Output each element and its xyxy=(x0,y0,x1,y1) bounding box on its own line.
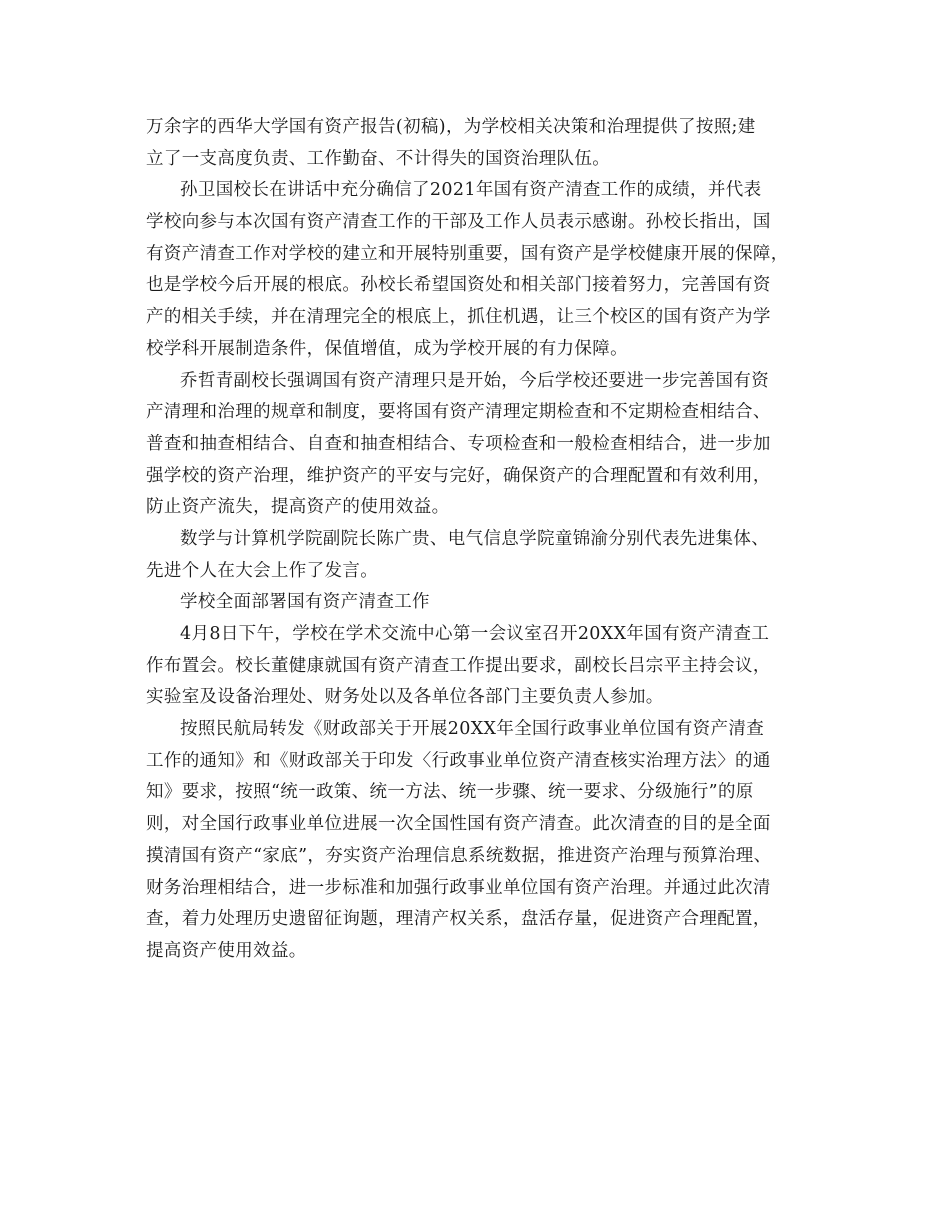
text-line: 强学校的资产治理，维护资产的平安与完好，确保资产的合理配置和有效利用， xyxy=(146,465,771,486)
text-line: 普查和抽查相结合、自查和抽查相结合、专项检查和一般检查相结合，进一步加 xyxy=(146,433,771,454)
text-line: 乔哲青副校长强调国有资产清理只是开始，今后学校还要进一步完善国有资 xyxy=(180,370,770,391)
text-line: 也是学校今后开展的根底。孙校长希望国资处和相关部门接着努力，完善国有资 xyxy=(146,275,771,296)
text-line: 万余字的西华大学国有资产报告(初稿)，为学校相关决策和治理提供了按照;建 xyxy=(146,117,756,137)
text-line: 知》要求，按照“统一政策、统一方法、统一步骤、统一要求、分级施行”的原 xyxy=(146,782,754,803)
text-line: 查，着力处理历史遗留征询题，理清产权关系，盘活存量，促进资产合理配置， xyxy=(146,909,771,930)
text-line: 提高资产使用效益。 xyxy=(146,940,307,961)
text-line: 校学科开展制造条件，保值增值，成为学校开展的有力保障。 xyxy=(146,338,628,359)
text-line: 立了一支高度负责、工作勤奋、不计得失的国资治理队伍。 xyxy=(146,148,611,169)
text-line: 产清理和治理的规章和制度，要将国有资产清理定期检查和不定期检查相结合、 xyxy=(146,402,771,423)
text-line: 实验室及设备治理处、财务处以及各单位各部门主要负责人参加。 xyxy=(146,687,664,708)
text-line: 作布置会。校长董健康就国有资产清查工作提出要求，副校长吕宗平主持会议， xyxy=(146,655,771,676)
text-line: 4月8日下午，学校在学术交流中心第一会议室召开20XX年国有资产清查工 xyxy=(180,624,770,644)
text-line: 摸清国有资产“家底”，夯实资产治理信息系统数据，推进资产治理与预算治理、 xyxy=(146,845,772,866)
text-line: 则，对全国行政事业单位进展一次全国性国有资产清查。此次清查的目的是全面 xyxy=(146,814,771,835)
text-line: 学校向参与本次国有资产清查工作的干部及工作人员表示感谢。孙校长指出，国 xyxy=(146,212,771,233)
text-line: 财务治理相结合，进一步标准和加强行政事业单位国有资产治理。并通过此次清 xyxy=(146,877,771,898)
text-line: 有资产清查工作对学校的建立和开展特别重要，国有资产是学校健康开展的保障， xyxy=(146,243,789,264)
text-line: 产的相关手续，并在清理完全的根底上，抓住机遇，让三个校区的国有资产为学 xyxy=(146,307,771,328)
text-line: 工作的通知》和《财政部关于印发〈行政事业单位资产清查核实治理方法〉的通 xyxy=(146,750,771,771)
text-line: 学校全面部署国有资产清查工作 xyxy=(180,592,430,613)
text-line: 防止资产流失，提高资产的使用效益。 xyxy=(146,497,450,518)
text-line: 孙卫国校长在讲话中充分确信了2021年国有资产清查工作的成绩，并代表 xyxy=(180,180,762,201)
document-body xyxy=(146,112,816,968)
text-line: 数学与计算机学院副院长陈广贵、电气信息学院童锦渝分别代表先进集体、 xyxy=(180,528,770,549)
text-line: 先进个人在大会上作了发言。 xyxy=(146,560,379,581)
text-line: 按照民航局转发《财政部关于开展20XX年全国行政事业单位国有资产清查 xyxy=(180,719,765,740)
